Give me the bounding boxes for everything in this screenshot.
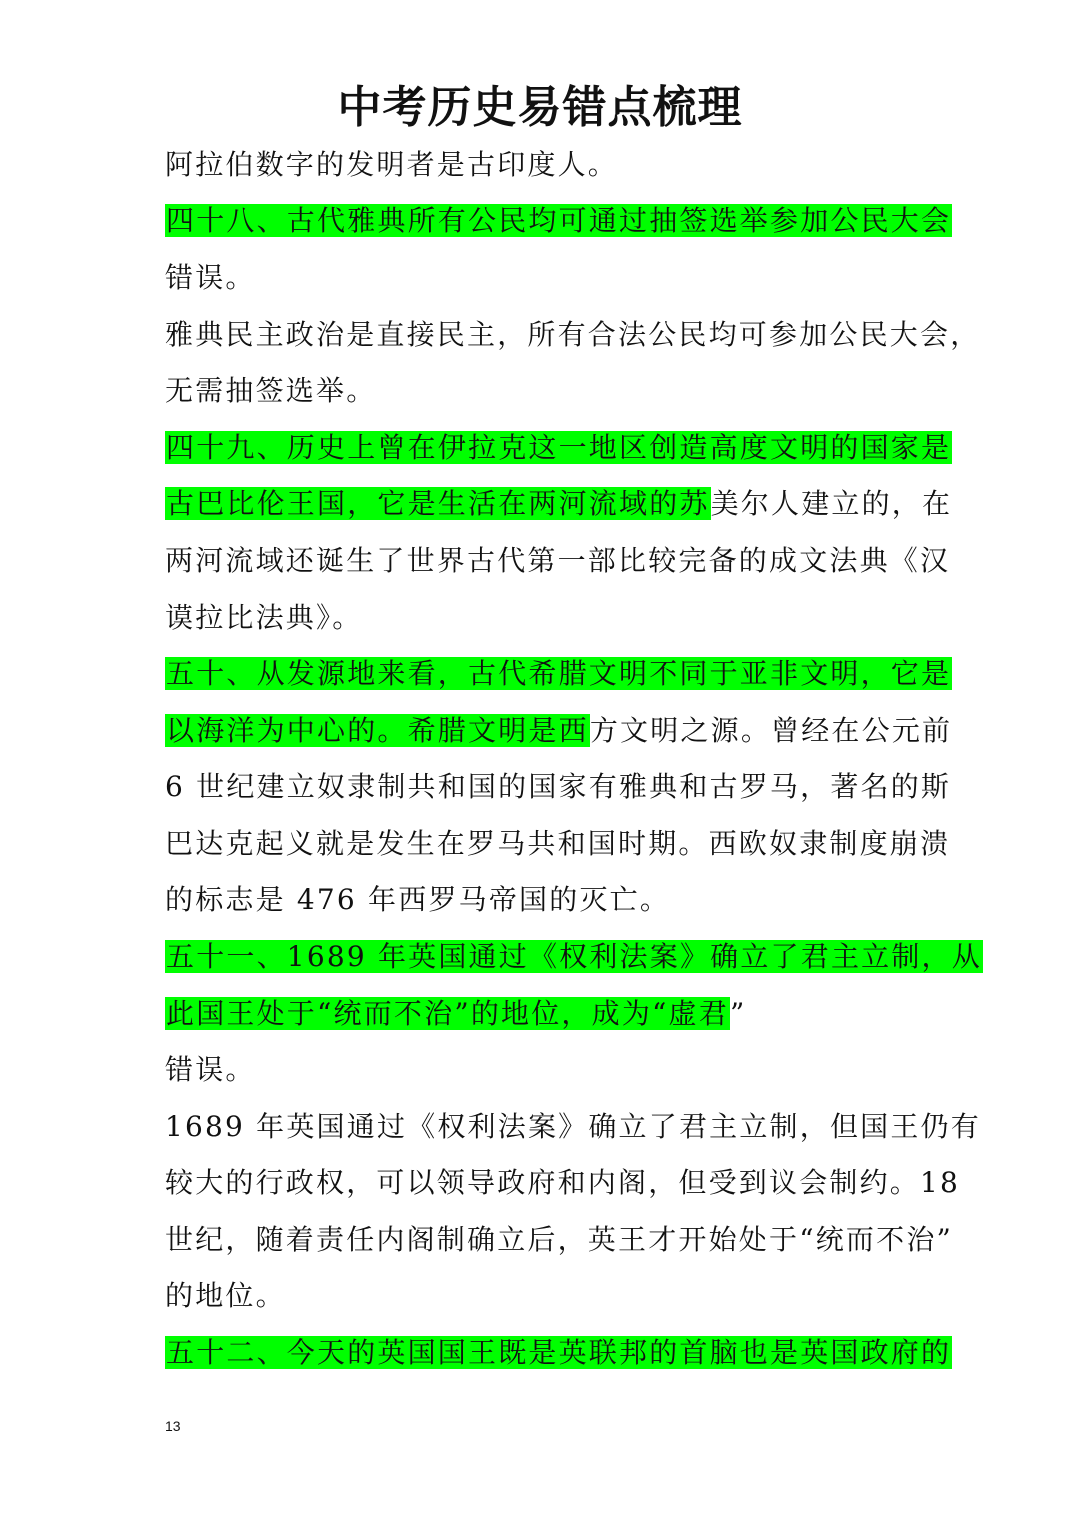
highlighted-text: 此国王处于“统而不治”的地位，成为“虚君 xyxy=(166,997,729,1030)
answer-line xyxy=(165,256,256,300)
page-number: 13 xyxy=(165,1418,181,1434)
text-line xyxy=(165,596,362,640)
text-span: 无需抽签选举。 xyxy=(165,374,377,407)
text-line xyxy=(165,822,950,866)
text-line xyxy=(165,765,951,809)
highlighted-text: 四十八、古代雅典所有公民均可通过抽签选举参加公民大会 xyxy=(166,204,952,237)
text-span: 两河流域还诞生了世界古代第一部比较完备的成文法典《汉 xyxy=(165,544,951,577)
answer-line xyxy=(165,1048,256,1092)
text-span: ” xyxy=(729,997,747,1030)
text-span: 错误。 xyxy=(165,1053,256,1086)
text-span: 方文明之源。曾经在公元前 xyxy=(589,714,953,747)
question-line xyxy=(165,482,952,526)
text-line xyxy=(165,878,670,922)
text-span: 的地位。 xyxy=(165,1279,286,1312)
question-line xyxy=(165,199,952,243)
highlighted-text: 五十、从发源地来看，古代希腊文明不同于亚非文明，它是 xyxy=(166,657,952,690)
question-line xyxy=(165,992,746,1036)
text-span: 谟拉比法典》。 xyxy=(165,601,363,634)
text-span: 错误。 xyxy=(165,261,256,294)
text-line xyxy=(165,313,980,357)
text-line xyxy=(165,369,376,413)
page-title: 中考历史易错点梳理 xyxy=(337,82,743,133)
text-span: 的标志是 476 年西罗马帝国的灭亡。 xyxy=(165,883,671,916)
question-line xyxy=(165,652,952,696)
text-span: 1689 年英国通过《权利法案》确立了君主立制，但国王仍有 xyxy=(165,1110,981,1143)
highlighted-text: 五十一、1689 年英国通过《权利法案》确立了君主立制，从 xyxy=(166,940,982,973)
text-span: 巴达克起义就是发生在罗马共和国时期。西欧奴隶制度崩溃 xyxy=(165,827,951,860)
text-span: 美尔人建立的，在 xyxy=(710,487,953,520)
text-line xyxy=(165,1218,953,1262)
highlighted-text: 四十九、历史上曾在伊拉克这一地区创造高度文明的国家是 xyxy=(166,431,952,464)
highlighted-text: 五十二、今天的英国国王既是英联邦的首脑也是英国政府的 xyxy=(166,1336,952,1369)
text-span: 阿拉伯数字的发明者是古印度人。 xyxy=(165,148,619,181)
text-line xyxy=(165,1274,286,1318)
question-line xyxy=(165,935,983,979)
text-line xyxy=(165,1161,960,1205)
text-span: 较大的行政权，可以领导政府和内阁，但受到议会制约。18 xyxy=(165,1166,961,1199)
text-span: 雅典民主政治是直接民主，所有合法公民均可参加公民大会， xyxy=(165,318,981,351)
text-line xyxy=(165,539,950,583)
text-span: 世纪，随着责任内阁制确立后，英王才开始处于“统而不治” xyxy=(165,1223,954,1256)
text-line xyxy=(165,1105,981,1149)
highlighted-text: 古巴比伦王国，它是生活在两河流域的苏 xyxy=(166,487,710,520)
text-line xyxy=(165,143,618,187)
highlighted-text: 以海洋为中心的。希腊文明是西 xyxy=(166,714,589,747)
text-span: 6 世纪建立奴隶制共和国的国家有雅典和古罗马，著名的斯 xyxy=(165,770,952,803)
question-line xyxy=(165,1331,952,1375)
question-line xyxy=(165,426,952,470)
question-line xyxy=(165,709,952,753)
